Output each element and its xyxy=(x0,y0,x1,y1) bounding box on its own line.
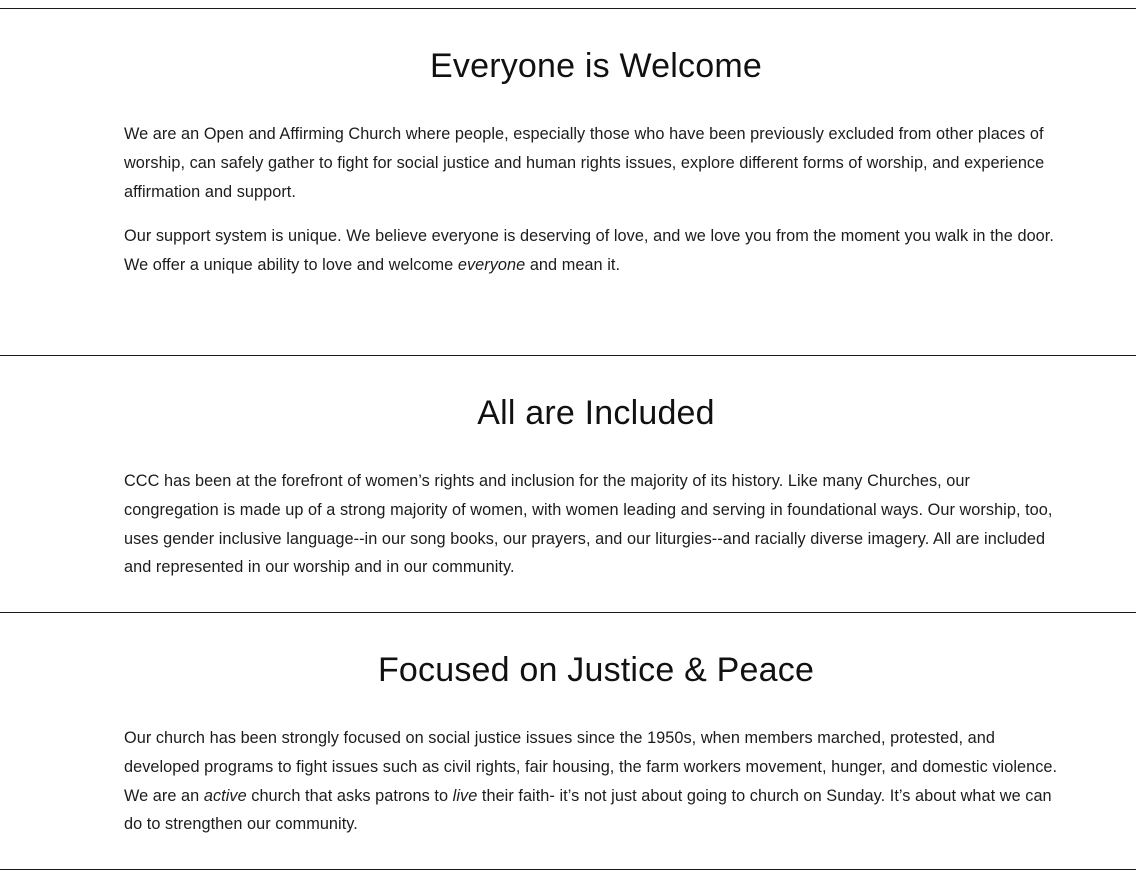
section-heading: All are Included xyxy=(477,394,715,432)
section-divider xyxy=(0,355,1136,356)
section-paragraph: Our support system is unique. We believe everyone is deserving of love, and we love you from the moment you walk in the door. We offer a unique ability to love and welcome everyone and mean it. xyxy=(124,227,1054,274)
section-paragraph: Our church has been strongly focused on social justice issues since the 1950s, when members marched, protested, and developed programs to fight issues such as civil rights, fair housing, the farm workers movement, hunger, and domestic violence. We are an active church that asks patrons to live their faith- it’s not just about going to church on Sunday. It’s about what we can do to strengthen our community. xyxy=(124,729,1058,834)
section-divider-bottom xyxy=(0,869,1136,870)
section-paragraph: We are an Open and Affirming Church where people, especially those who have been previously excluded from other places of worship, can safely gather to fight for social justice and human rights issues, explore different forms of worship, and experience affirmation and support. xyxy=(124,125,1045,201)
section-divider xyxy=(0,612,1136,613)
section-heading: Everyone is Welcome xyxy=(430,47,762,85)
section-heading: Focused on Justice & Peace xyxy=(377,651,815,689)
section-paragraph: CCC has been at the forefront of women’s rights and inclusion for the majority of its history. Like many Churches, our congregation is made up of a strong majority of women, with women leading and serving in foundational ways. Our worship, too, uses gender inclusive language--in our song books, our prayers, and our liturgies--and racially diverse imagery. All are included and represented in our worship and in our community. xyxy=(124,472,1053,577)
section-divider-top xyxy=(0,8,1136,9)
